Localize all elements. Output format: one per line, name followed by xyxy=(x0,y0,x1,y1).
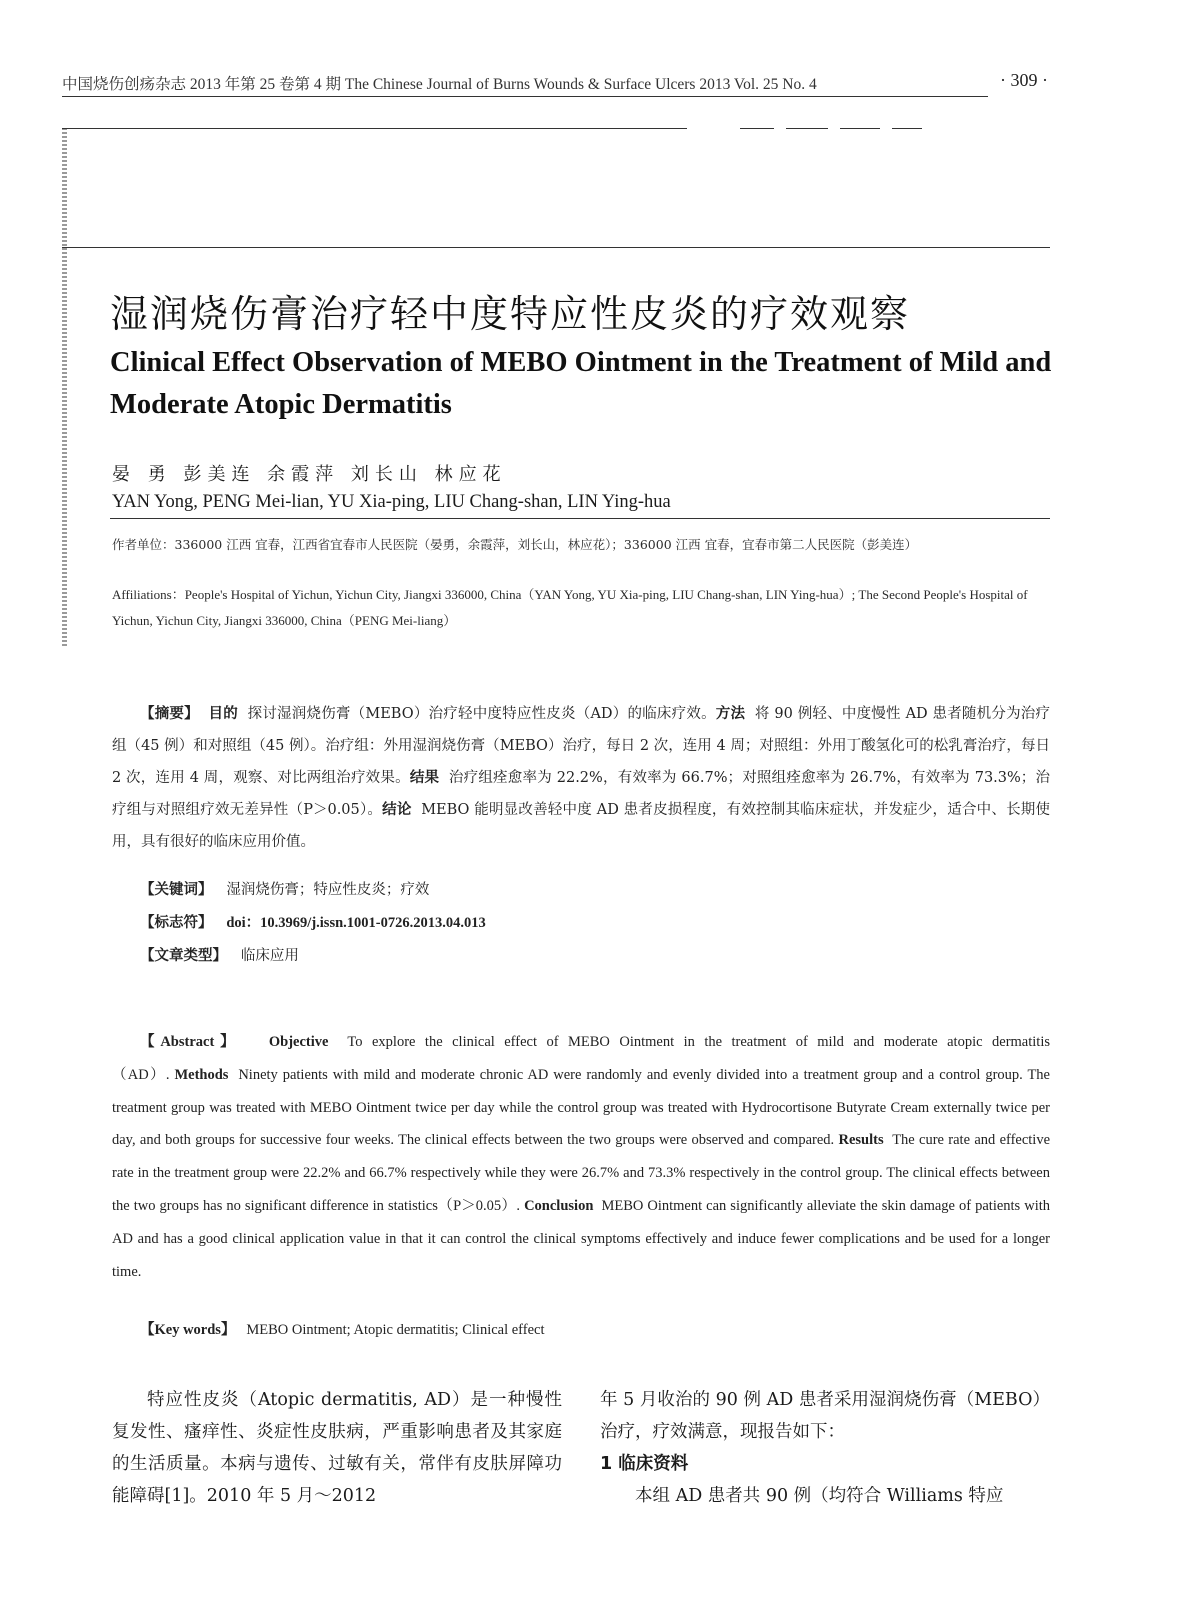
authors-rule xyxy=(110,518,1050,519)
results-label: 结果 xyxy=(409,770,440,786)
doi-text: doi：10.3969/j.issn.1001-0726.2013.04.013 xyxy=(226,915,486,931)
keywords-text: MEBO Ointment; Atopic dermatitis; Clinical effect xyxy=(246,1322,545,1338)
section-heading: 1 临床资料 xyxy=(600,1454,689,1474)
running-header: 中国烧伤创疡杂志 2013 年第 25 卷第 4 期 The Chinese Journal of Burns Wounds & Surface Ulcers 2013 Vol. 25 No. 4 xyxy=(62,76,817,93)
authors-english: YAN Yong, PENG Mei-lian, YU Xia-ping, LIU Chang-shan, LIN Ying-hua xyxy=(112,492,671,512)
affiliation-label: 作者单位： xyxy=(112,537,175,552)
conclusion-text: MEBO Ointment can significantly alleviate the skin damage of patients with AD and has a good clinical application value in that it can control the clinical symptoms effectively and induce fewer complications and be used for a longer time. xyxy=(112,1197,1051,1280)
body-column-left xyxy=(112,1384,562,1512)
objective-text: 探讨湿润烧伤膏（MEBO）治疗轻中度特应性皮炎（AD）的临床疗效。 xyxy=(247,706,716,722)
methods-text: 将 90 例轻、中度慢性 AD 患者随机分为治疗组（45 例）和对照组（45 例）。治疗组：外用湿润烧伤膏（MEBO）治疗，每日 2 次，连用 4 周；对照组：外用丁酸氢化可的松乳膏治疗，每日 2 次，连用 4 周，观察、对比两组治疗效果。 xyxy=(112,706,1051,786)
title-english: Clinical Effect Observation of MEBO Ointment in the Treatment of Mild and Moderate Atopic Dermatitis xyxy=(110,347,1052,420)
methods-text: Ninety patients with mild and moderate chronic AD were randomly and evenly divided into a treatment group and a control group. The treatment group was treated with MEBO Ointment twice per day while the control group was treated with Hydrocortisone Butyrate Cream externally twice per day, and both groups for successive four weeks. The clinical effects between the two groups were observed and compared. xyxy=(112,1066,1050,1149)
results-label: Results xyxy=(838,1132,884,1149)
title-chinese: 湿润烧伤膏治疗轻中度特应性皮炎的疗效观察 xyxy=(110,292,911,336)
authors-chinese: 晏 勇 彭美连 余霞萍 刘长山 林应花 xyxy=(112,464,507,485)
abstract-english xyxy=(112,1026,1050,1288)
conclusion-label: 结论 xyxy=(382,802,412,818)
abstract-label: 【摘要】 xyxy=(140,706,199,722)
body-column-right xyxy=(600,1384,1050,1512)
conclusion-label: Conclusion xyxy=(524,1197,594,1214)
objective-label: Objective xyxy=(268,1034,329,1050)
title-top-rule xyxy=(62,247,1050,248)
keywords-text: 湿润烧伤膏；特应性皮炎；疗效 xyxy=(226,882,430,898)
header-rule-secondary xyxy=(62,128,687,129)
keywords-label: 【Key words】 xyxy=(140,1322,236,1338)
doi-row xyxy=(140,911,486,932)
abstract-label: 【Abstract】 xyxy=(140,1034,241,1050)
header-rule-dash xyxy=(740,128,774,129)
methods-label: Methods xyxy=(174,1066,229,1083)
affiliation-chinese xyxy=(112,532,1042,558)
body-paragraph: 本组 AD 患者共 90 例（均符合 Williams 特应 xyxy=(635,1486,1004,1506)
keywords-chinese xyxy=(140,878,429,899)
objective-text: To explore the clinical effect of MEBO Ointment in the treatment of mild and moderate atopic dermatitis（AD）. xyxy=(112,1034,1051,1083)
header-rule-dash xyxy=(786,128,828,129)
header-rule-dash xyxy=(840,128,880,129)
methods-label: 方法 xyxy=(715,706,746,722)
keywords-label: 【关键词】 xyxy=(140,882,213,898)
results-text: The cure rate and effective rate in the treatment group were 22.2% and 66.7% respectively while they were 26.7% and 73.3% respectively in the control group. The clinical effects between the two groups has no significant difference in statistics（P＞0.05）. xyxy=(112,1132,1051,1214)
affiliation-label: Affiliations： xyxy=(112,587,185,602)
article-type-text: 临床应用 xyxy=(240,948,299,964)
affiliation-text: 336000 江西 宜春，江西省宜春市人民医院（晏勇，余霞萍，刘长山，林应花）；336000 江西 宜春，宜春市第二人民医院（彭美连） xyxy=(174,537,918,552)
results-text: 治疗组痊愈率为 22.2%，有效率为 66.7%；对照组痊愈率为 26.7%，有效率为 73.3%；治疗组与对照组疗效无差异性（P＞0.05）。 xyxy=(112,770,1051,818)
conclusion-text: MEBO 能明显改善轻中度 AD 患者皮损程度，有效控制其临床症状，并发症少，适合中、长期使用，具有很好的临床应用价值。 xyxy=(112,802,1051,850)
body-paragraph: 年 5 月收治的 90 例 AD 患者采用湿润烧伤膏（MEBO）治疗，疗效满意，现报告如下： xyxy=(600,1390,1050,1442)
affiliation-english xyxy=(112,582,1042,634)
header-rule-dash xyxy=(892,128,922,129)
objective-label: 目的 xyxy=(208,706,238,722)
affiliation-text: People's Hospital of Yichun, Yichun City, Jiangxi 336000, China（YAN Yong, YU Xia-ping, LIU Chang-shan, LIN Ying-hua）; The Second People's Hospital of Yichun, Yichun City, Jiangxi 336000, China（PENG Mei-liang） xyxy=(112,587,1028,628)
header-rule xyxy=(62,96,988,97)
article-type-row xyxy=(140,944,299,965)
page-number: · 309 · xyxy=(1000,70,1048,90)
body-paragraph: 特应性皮炎（Atopic dermatitis, AD）是一种慢性复发性、瘙痒性、炎症性皮肤病，严重影响患者及其家庭的生活质量。本病与遗传、过敏有关，常伴有皮肤屏障功能障碍[1]。2010 年 5 月～2012 xyxy=(112,1390,562,1506)
abstract-chinese xyxy=(112,698,1050,858)
article-type-label: 【文章类型】 xyxy=(140,948,227,964)
doi-label: 【标志符】 xyxy=(140,915,213,931)
keywords-english xyxy=(140,1318,544,1339)
scan-edge xyxy=(62,128,67,648)
